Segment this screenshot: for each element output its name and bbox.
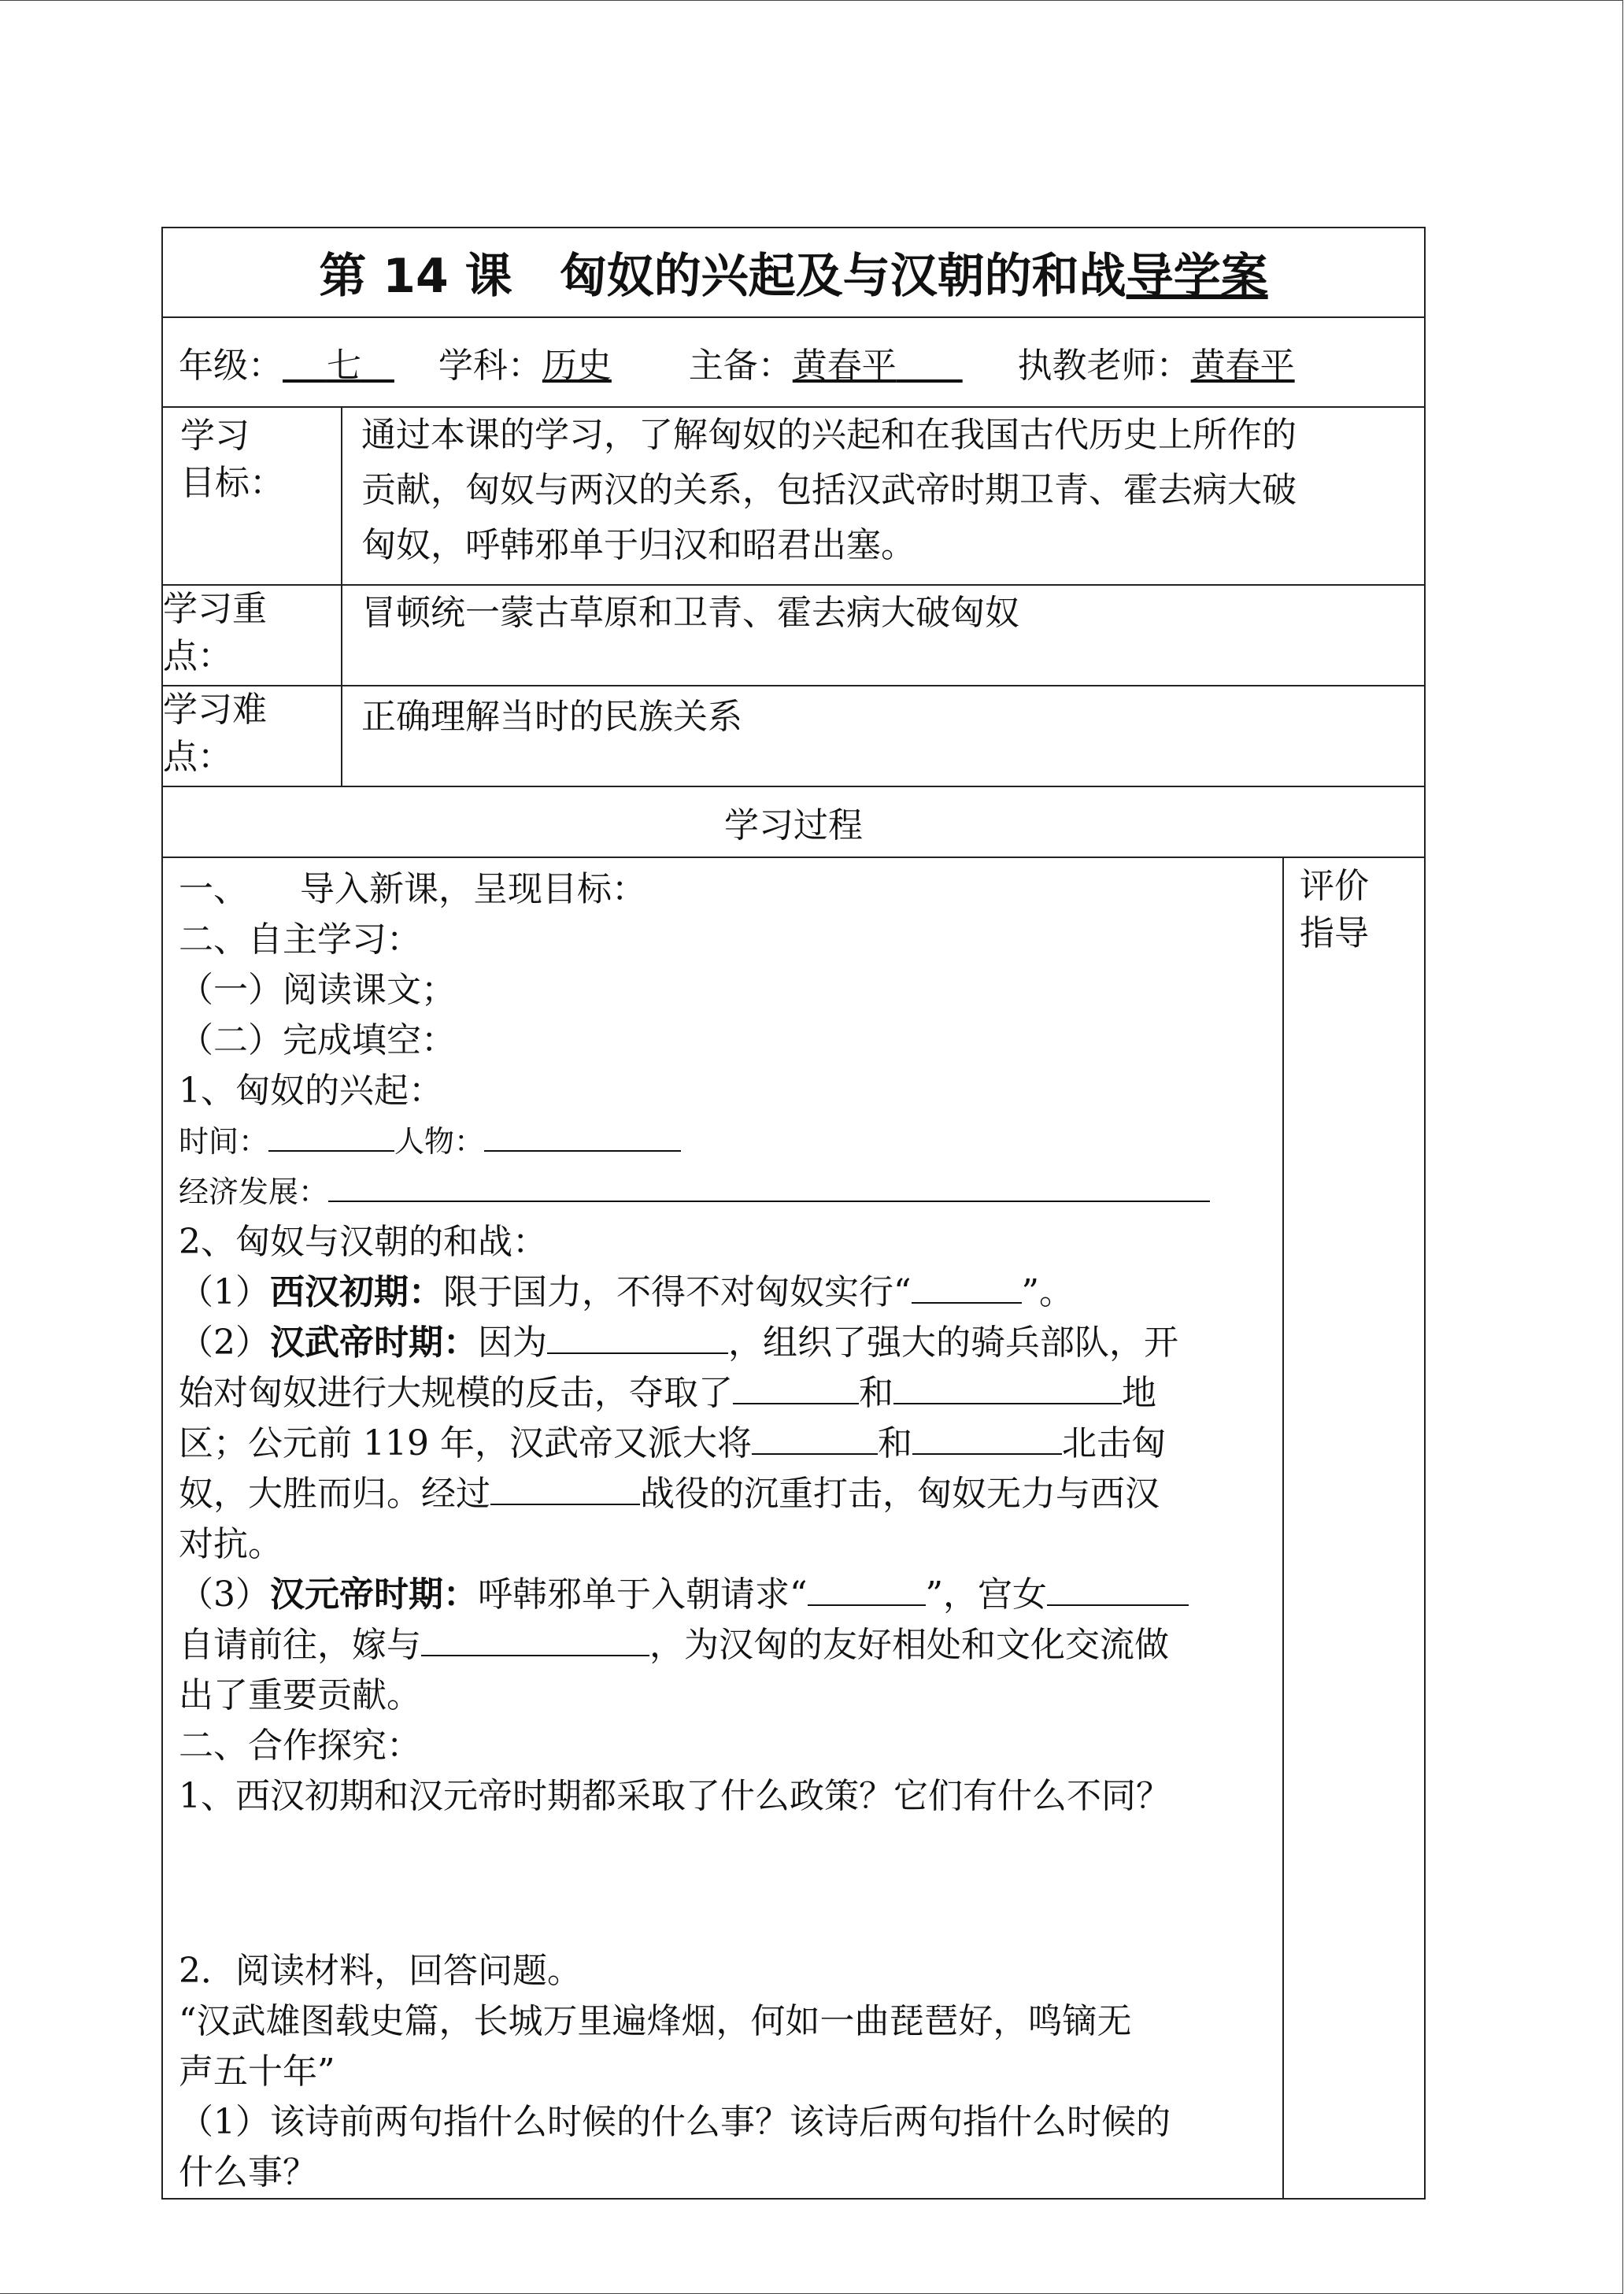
process-line-24: 什么事？ <box>179 2152 317 2192</box>
process-heading: 学习过程 <box>162 786 1425 857</box>
blank-region-1[interactable] <box>733 1371 859 1404</box>
process-line-8: 2、匈奴与汉朝的和战： <box>179 1222 547 1262</box>
difficulties-text: 正确理解当时的民族关系 <box>361 697 742 737</box>
info-cell <box>162 317 1425 407</box>
lead-label: 主备： <box>688 346 793 386</box>
difficulties-label-cell <box>162 686 342 786</box>
process-line-1: 一、 导入新课，呈现目标： <box>179 869 646 909</box>
subject-label: 学科： <box>438 346 542 386</box>
page-title <box>162 228 1425 317</box>
blank-general-2[interactable] <box>912 1422 1062 1455</box>
key-points-row <box>162 585 1425 686</box>
answer-space <box>179 1822 1274 1946</box>
worksheet-table <box>161 227 1426 2200</box>
title-main: 第 14 课 匈奴的兴起及与汉朝的和战 <box>319 249 1126 304</box>
teacher-value: 黄春平 <box>1190 346 1295 386</box>
process-line-21: “汉武雄图载史篇，长城万里遍烽烟，何如一曲琵琶好，鸣镝无 <box>179 2001 1132 2041</box>
title-row <box>162 228 1425 317</box>
evaluation-label-2: 指导 <box>1300 913 1369 953</box>
goals-label-cell <box>162 407 342 585</box>
process-line-7: 经济发展： <box>179 1167 1274 1217</box>
process-line-16: 自请前往，嫁与 ，为汉匈的友好相处和文化交流做 <box>179 1625 1169 1665</box>
difficulties-label-1: 学习难 <box>163 690 267 730</box>
teacher-label: 执教老师： <box>1017 346 1191 386</box>
process-line-5: 1、匈奴的兴起： <box>179 1071 443 1111</box>
process-line-3: （一）阅读课文； <box>179 970 456 1010</box>
process-line-14: 对抗。 <box>179 1524 283 1564</box>
process-line-20: 2．阅读材料，回答问题。 <box>179 1951 582 1991</box>
blank-region-2[interactable] <box>893 1371 1122 1404</box>
process-heading-row <box>162 786 1425 857</box>
key-points-text-cell <box>342 585 1425 686</box>
process-line-13: 奴，大胜而归。经过 战役的沉重打击，匈奴无力与西汉 <box>179 1474 1160 1514</box>
process-line-17: 出了重要贡献。 <box>179 1675 421 1715</box>
grade-value: 七 <box>326 346 361 386</box>
goals-label-2: 目标： <box>180 463 284 503</box>
key-points-label-1: 学习重 <box>163 589 267 629</box>
difficulties-label-2: 点： <box>163 737 232 777</box>
process-line-10: （2）汉武帝时期：因为 ，组织了强大的骑兵部队，开 <box>179 1323 1178 1363</box>
process-cell <box>162 857 1283 2199</box>
blank-married-to[interactable] <box>421 1623 649 1656</box>
goals-text-cell <box>342 407 1425 585</box>
blank-economy[interactable] <box>328 1169 1210 1202</box>
process-line-9: （1）西汉初期：限于国力，不得不对匈奴实行“ ”。 <box>179 1272 1074 1312</box>
goals-line-2: 贡献，匈奴与两汉的关系，包括汉武帝时期卫青、霍去病大破 <box>361 470 1297 510</box>
lead-value: 黄春平 <box>792 346 897 386</box>
grade-label: 年级： <box>179 346 283 386</box>
process-line-19: 1、西汉初期和汉元帝时期都采取了什么政策？它们有什么不同？ <box>179 1776 1171 1816</box>
info-row <box>162 317 1425 407</box>
difficulties-row <box>162 686 1425 786</box>
process-line-11: 始对匈奴进行大规模的反击，夺取了 和 地 <box>179 1373 1156 1413</box>
process-line-12: 区；公元前 119 年，汉武帝又派大将 和 北击匈 <box>179 1423 1166 1463</box>
process-line-23: （1）该诗前两句指什么时候的什么事？该诗后两句指什么时候的 <box>179 2102 1171 2142</box>
blank-time[interactable] <box>268 1119 394 1152</box>
blank-palace-maid[interactable] <box>1047 1573 1189 1606</box>
difficulties-text-cell <box>342 686 1425 786</box>
process-line-18: 二、合作探究： <box>179 1726 421 1766</box>
blank-battle[interactable] <box>490 1472 640 1505</box>
goals-line-3: 匈奴，呼韩邪单于归汉和昭君出塞。 <box>361 525 916 565</box>
key-points-label-cell <box>162 585 342 686</box>
goals-label-1: 学习 <box>180 416 250 456</box>
evaluation-label-1: 评价 <box>1300 866 1369 906</box>
blank-request[interactable] <box>808 1573 926 1606</box>
process-line-2: 二、自主学习： <box>179 919 421 960</box>
process-row <box>162 857 1425 2199</box>
process-line-6: 时间： 人物： <box>179 1116 1274 1167</box>
blank-reason[interactable] <box>547 1321 728 1354</box>
goals-row <box>162 407 1425 585</box>
blank-policy[interactable] <box>912 1271 1022 1304</box>
blank-general-1[interactable] <box>752 1422 878 1455</box>
key-points-text: 冒顿统一蒙古草原和卫青、霍去病大破匈奴 <box>361 593 1019 633</box>
process-line-22: 声五十年” <box>179 2052 335 2092</box>
process-line-15: （3）汉元帝时期：呼韩邪单于入朝请求“ ”，宫女 <box>179 1570 1274 1620</box>
goals-line-1: 通过本课的学习，了解匈奴的兴起和在我国古代历史上所作的 <box>361 415 1297 455</box>
title-underlined: 导学案 <box>1126 249 1268 304</box>
subject-value: 历史 <box>542 346 612 386</box>
blank-person[interactable] <box>484 1119 681 1152</box>
key-points-label-2: 点： <box>163 636 232 676</box>
evaluation-cell <box>1283 857 1425 2199</box>
process-line-4: （二）完成填空： <box>179 1020 456 1060</box>
